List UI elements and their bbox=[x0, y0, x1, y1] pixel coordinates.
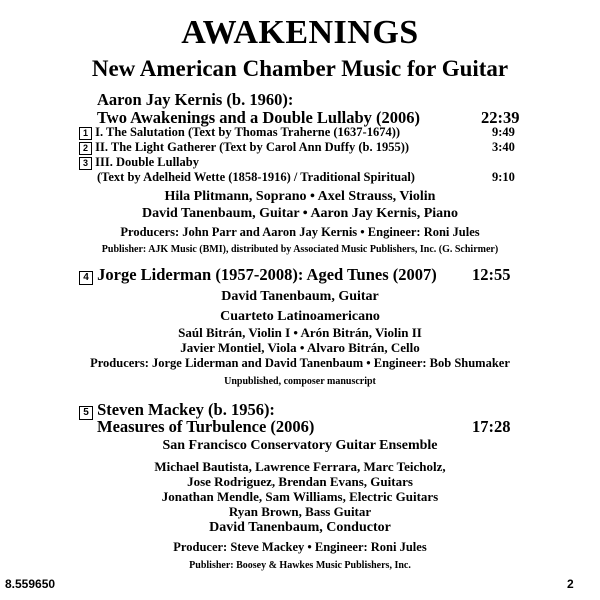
page-number: 2 bbox=[567, 577, 574, 591]
work3-members-1: Michael Bautista, Lawrence Ferrara, Marc Teicholz, bbox=[154, 459, 446, 474]
album-title: AWAKENINGS bbox=[181, 14, 419, 51]
work3-members-2: Jose Rodriguez, Brendan Evans, Guitars bbox=[187, 474, 413, 489]
track-2 bbox=[79, 140, 409, 155]
work1-producers: Producers: John Parr and Aaron Jay Kernis • Engineer: Roni Jules bbox=[120, 225, 480, 239]
track-2-title: II. The Light Gatherer (Text by Carol Ann Duffy (b. 1955)) bbox=[95, 140, 410, 154]
work1-performers-1: Hila Plitmann, Soprano • Axel Strauss, Violin bbox=[164, 189, 436, 204]
work2-producers: Producers: Jorge Liderman and David Tanenbaum • Engineer: Bob Shumaker bbox=[90, 356, 510, 370]
album-subtitle: New American Chamber Music for Guitar bbox=[91, 56, 509, 81]
work2-duration: 12:55 bbox=[472, 265, 511, 284]
work2-members-1: Saúl Bitrán, Violin I • Arón Bitrán, Violin II bbox=[178, 325, 422, 340]
track-1-time: 9:49 bbox=[492, 125, 515, 139]
track-1-title: I. The Salutation (Text by Thomas Traherne (1637-1674)) bbox=[95, 125, 401, 139]
work2-ensemble: Cuarteto Latinoamericano bbox=[220, 309, 380, 324]
track-number-5: 5 bbox=[79, 406, 93, 420]
track-2-time: 3:40 bbox=[492, 140, 515, 154]
track-3-time: 9:10 bbox=[492, 170, 515, 184]
catalog-number: 8.559650 bbox=[5, 577, 56, 591]
work1-duration: 22:39 bbox=[481, 108, 520, 127]
work2-title: Jorge Liderman (1957-2008): Aged Tunes (2007) bbox=[97, 265, 437, 284]
track-3-subtitle: (Text by Adelheid Wette (1858-1916) / Traditional Spiritual) bbox=[97, 170, 415, 184]
work3-members-4: Ryan Brown, Bass Guitar bbox=[228, 504, 372, 519]
work3-duration: 17:28 bbox=[472, 417, 511, 436]
track-3 bbox=[79, 155, 199, 170]
track-number-2: 2 bbox=[79, 142, 92, 155]
track-number-4: 4 bbox=[79, 271, 93, 285]
track-3-title: III. Double Lullaby bbox=[95, 155, 199, 169]
work3-conductor: David Tanenbaum, Conductor bbox=[209, 520, 391, 535]
work3-publisher: Publisher: Boosey & Hawkes Music Publishers, Inc. bbox=[189, 560, 411, 571]
work3-title: Measures of Turbulence (2006) bbox=[97, 417, 315, 436]
track-number-3: 3 bbox=[79, 157, 92, 170]
work2-heading bbox=[79, 265, 437, 285]
work2-publisher: Unpublished, composer manuscript bbox=[224, 376, 376, 387]
work3-ensemble: San Francisco Conservatory Guitar Ensemble bbox=[162, 438, 438, 453]
track-1 bbox=[79, 125, 400, 140]
work1-performers-2: David Tanenbaum, Guitar • Aaron Jay Kernis, Piano bbox=[142, 206, 458, 221]
work1-publisher: Publisher: AJK Music (BMI), distributed by Associated Music Publishers, Inc. (G. Schirmer) bbox=[101, 244, 499, 255]
work1-title: Two Awakenings and a Double Lullaby (2006) bbox=[97, 108, 421, 127]
work3-members-3: Jonathan Mendle, Sam Williams, Electric Guitars bbox=[161, 489, 439, 504]
work3-composer: Steven Mackey (b. 1956): bbox=[97, 400, 275, 419]
work1-composer: Aaron Jay Kernis (b. 1960): bbox=[97, 90, 294, 109]
track-number-1: 1 bbox=[79, 127, 92, 140]
work2-members-2: Javier Montiel, Viola • Alvaro Bitrán, Cello bbox=[180, 340, 420, 355]
work3-producers: Producer: Steve Mackey • Engineer: Roni Jules bbox=[173, 540, 427, 554]
work2-performer: David Tanenbaum, Guitar bbox=[221, 289, 379, 304]
